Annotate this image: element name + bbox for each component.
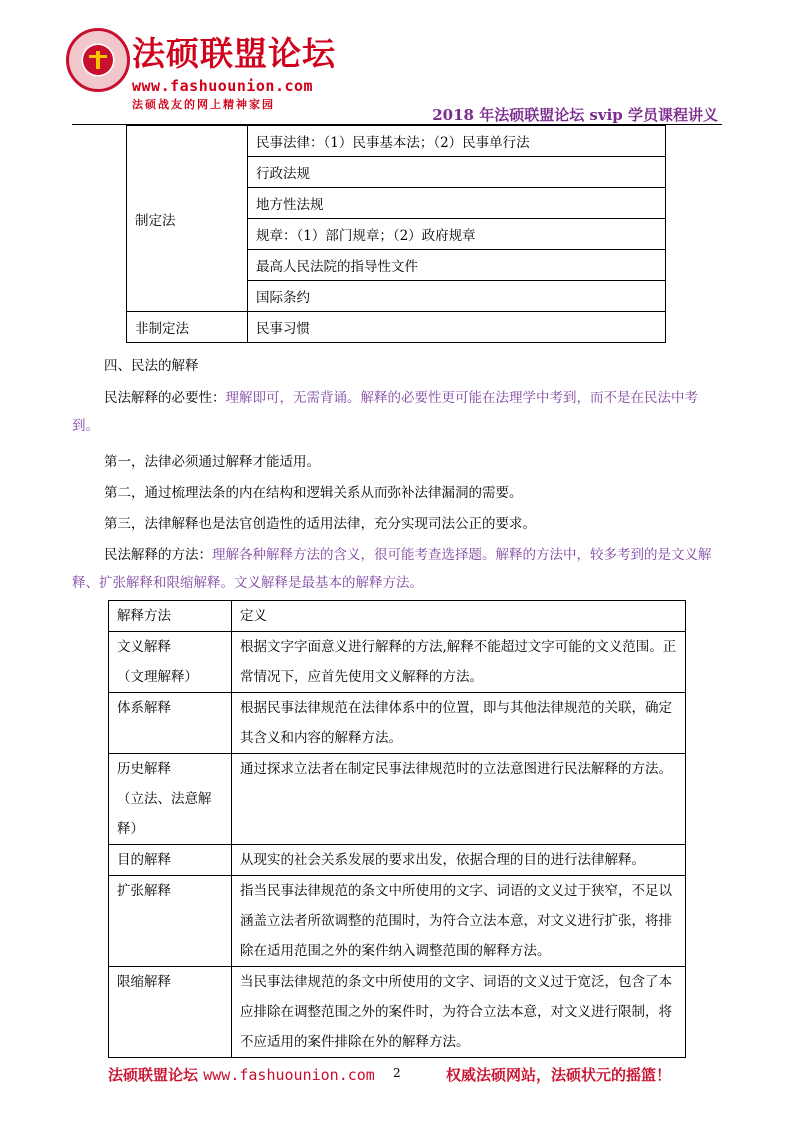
point-3: 第三，法律解释也是法官创造性的适用法律，充分实现司法公正的要求。 [104,516,536,532]
table-row [109,845,686,876]
point-1: 第一，法律必须通过解释才能适用。 [104,454,320,470]
table-row [127,312,666,343]
method-name-cell: 限缩解释 [109,967,232,1058]
table-row [109,876,686,967]
footer-brand-name: 法硕联盟论坛 [108,1066,199,1084]
table-cell: 行政法规 [248,157,666,188]
method-alias: （文理解释） [117,669,198,685]
table-cell: 国际条约 [248,281,666,312]
footer-tagline: 权威法硕网站，法硕状元的摇篮！ [446,1066,672,1084]
methods-label: 民法解释的方法： [104,547,212,563]
table-row [127,126,666,157]
method-name-cell: 扩张解释 [109,876,232,967]
methods-paragraph [72,541,724,597]
necessity-label: 民法解释的必要性： [104,390,226,406]
brand-name: 法硕联盟论坛 [132,34,336,73]
method-name: 历史解释 [117,761,171,777]
interpretation-methods-table [108,600,686,1058]
definition-cell: 根据民事法律规范在法律体系中的位置，即与其他法律规范的关联，确定其含义和内容的解释方法。 [232,693,686,754]
method-name: 文义解释 [117,639,171,655]
brand-url[interactable]: www.fashuounion.com [132,77,314,95]
table-row [109,693,686,754]
table-cell: 民事习惯 [248,312,666,343]
table-cell: 规章：（1）部门规章；（2）政府规章 [248,219,666,250]
header-title: 2018 年法硕联盟论坛 svip 学员课程讲义 [432,106,718,124]
definition-cell: 根据文字字面意义进行解释的方法,解释不能超过文字可能的文义范围。正常情况下，应首先使用文义解释的方法。 [232,632,686,693]
law-sources-table [126,125,666,343]
footer-brand [108,1064,375,1085]
page-number: 2 [393,1066,401,1080]
definition-cell: 通过探求立法者在制定民事法律规范时的立法意图进行民法解释的方法。 [232,754,686,845]
definition-cell: 当民事法律规范的条文中所使用的文字、词语的文义过于宽泛，包含了本应排除在调整范围之外的案件时，为符合立法本意，对文义进行限制，将不应适用的案件排除在外的解释方法。 [232,967,686,1058]
point-2: 第二，通过梳理法条的内在结构和逻辑关系从而弥补法律漏洞的需要。 [104,485,523,501]
necessity-note: 理解即可，无需背诵。解释的必要性更可能在法理学中考到，而不是在民法中考到。 [72,390,698,434]
method-name-cell [109,754,232,845]
method-alias: （立法、法意解释） [117,791,212,837]
method-name-cell: 目的解释 [109,845,232,876]
footer-url-link[interactable]: www.fashuounion.com [203,1066,375,1084]
forum-logo-icon [66,28,130,92]
table-cell: 地方性法规 [248,188,666,219]
section-heading: 四、民法的解释 [104,358,199,374]
header-cell-method: 解释方法 [109,601,232,632]
table-row [109,632,686,693]
table-cell: 最高人民法院的指导性文件 [248,250,666,281]
table-header-row [109,601,686,632]
methods-note: 理解各种解释方法的含义，很可能考查选择题。解释的方法中，较多考到的是文义解释、扩张解释和限缩解释。文义解释是最基本的解释方法。 [72,547,712,591]
brand-slogan: 法硕战友的网上精神家园 [132,98,275,111]
definition-cell: 从现实的社会关系发展的要求出发，依据合理的目的进行法律解释。 [232,845,686,876]
necessity-paragraph [72,384,724,440]
method-name-cell: 体系解释 [109,693,232,754]
category-cell: 非制定法 [127,312,248,343]
table-row [109,967,686,1058]
method-name-cell [109,632,232,693]
category-cell: 制定法 [127,126,248,312]
table-cell: 民事法律：（1）民事基本法；（2）民事单行法 [248,126,666,157]
definition-cell: 指当民事法律规范的条文中所使用的文字、词语的文义过于狭窄，不足以涵盖立法者所欲调整的范围时，为符合立法本意，对文义进行扩张，将排除在适用范围之外的案件纳入调整范围的解释方法。 [232,876,686,967]
header-cell-definition: 定义 [232,601,686,632]
table-row [109,754,686,845]
